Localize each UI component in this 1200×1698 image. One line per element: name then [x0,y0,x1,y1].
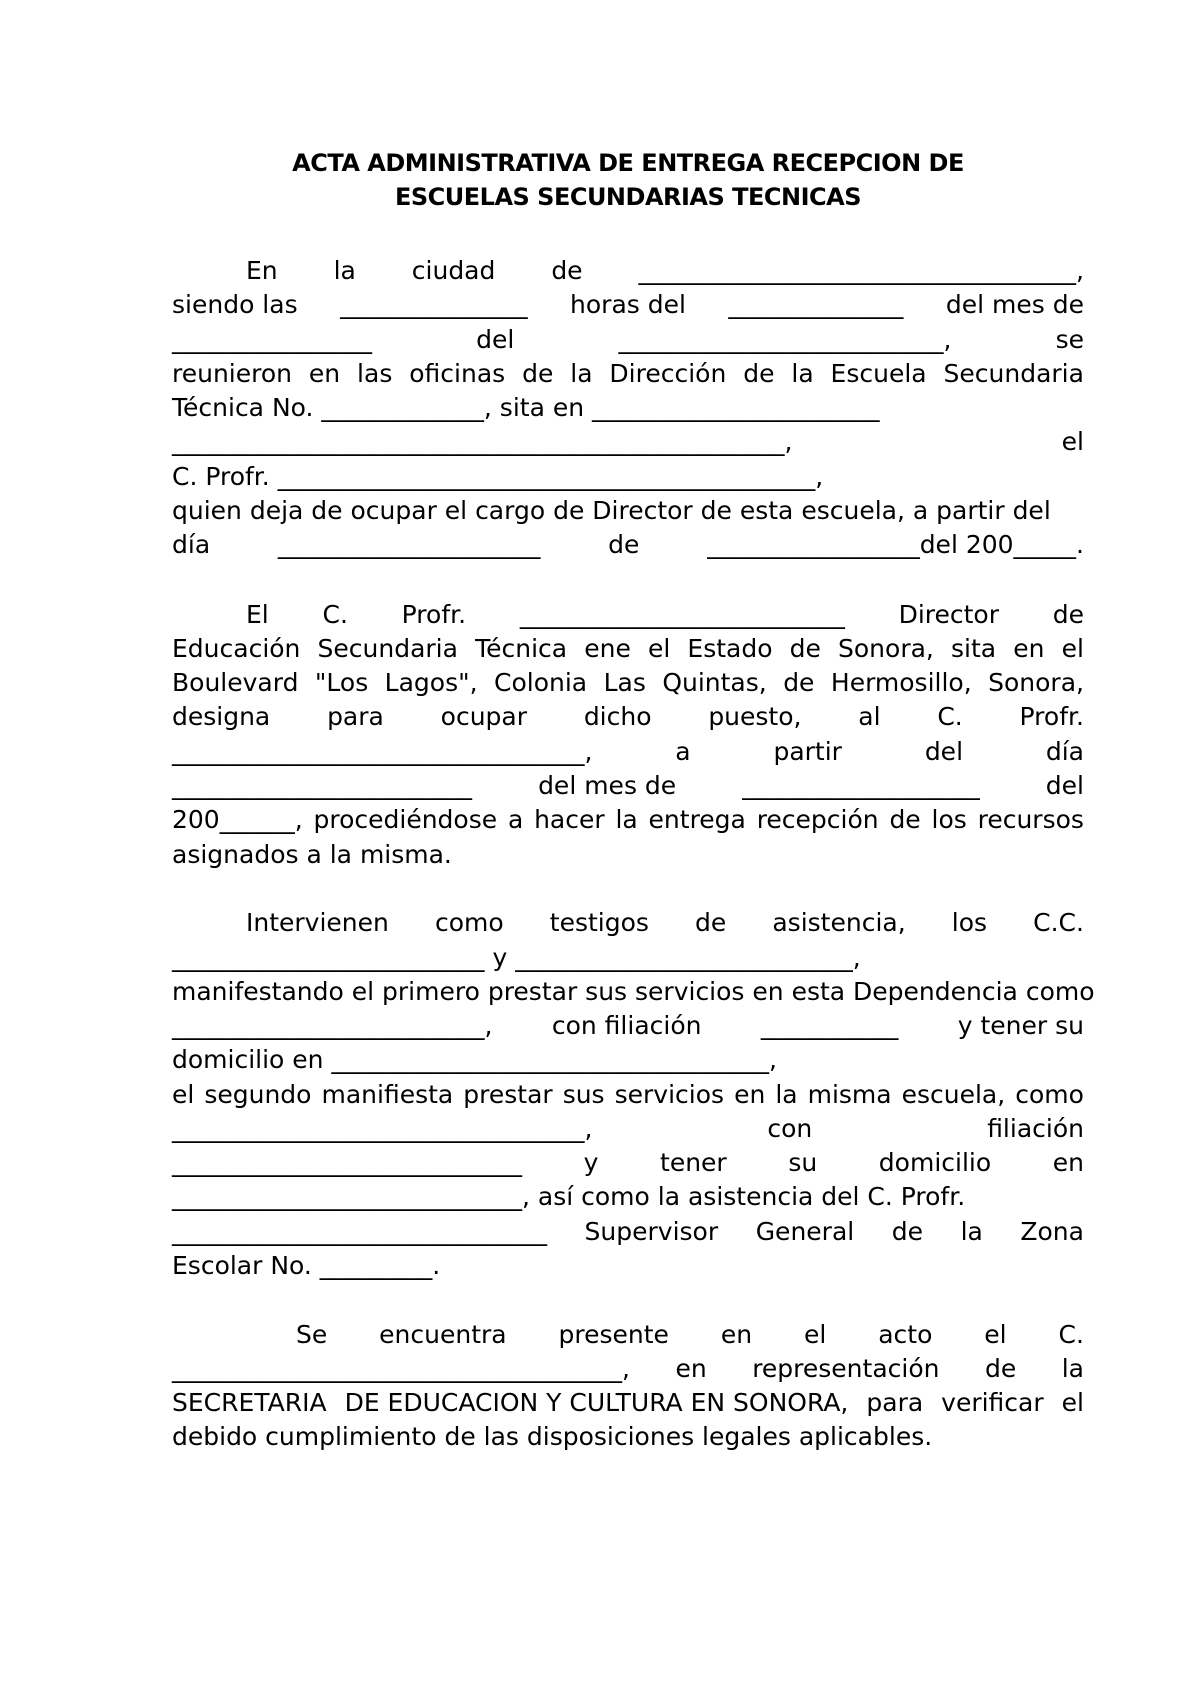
text-fragment: de [891,1217,924,1246]
text-fragment: 200______, [172,805,303,834]
text-fragment: ___________ [760,1011,899,1040]
text-fragment: Boulevard [172,668,299,697]
paragraph3-line-7 [172,1112,1084,1146]
text-fragment: partir [773,737,842,766]
paragraph1-line-9 [172,528,1084,562]
text-fragment: el [984,1320,1007,1349]
text-fragment: de [889,805,921,834]
text-fragment: SECRETARIA [172,1388,327,1417]
text-fragment: Colonia [494,668,588,697]
text-fragment: a [675,737,691,766]
text-fragment: sus [562,1080,605,1109]
paragraph2-line-5 [172,735,1084,769]
paragraph1-line-1 [172,254,1084,288]
text-fragment: de [984,1354,1017,1383]
text-fragment: segundo [204,1080,312,1109]
text-fragment: la [570,359,593,388]
text-fragment: filiación [987,1114,1084,1143]
text-fragment: _________________________________, [172,1114,593,1143]
text-fragment: del mes de [538,771,677,800]
text-fragment: para [866,1388,924,1417]
text-fragment: Intervienen [246,908,389,937]
text-fragment: ________________________ [172,771,472,800]
text-fragment: la [960,1217,983,1246]
paragraph1-line-2 [172,288,1084,322]
text-fragment: Escuela [830,359,927,388]
text-fragment: en [308,359,341,388]
text-fragment: representación [752,1354,940,1383]
text-fragment: para [327,702,384,731]
text-fragment: entrega [648,805,746,834]
text-fragment: la [791,359,814,388]
text-fragment: el [1061,1388,1084,1417]
text-fragment: _________________________ y ___________________________, [172,943,861,972]
text-fragment: las [357,359,393,388]
text-fragment: Supervisor [584,1217,719,1246]
text-fragment: se [1055,325,1084,354]
text-fragment: horas del [570,290,686,319]
text-fragment: domicilio [878,1148,992,1177]
text-fragment: ____________________________ [172,1148,522,1177]
text-fragment: la [1061,1354,1084,1383]
paragraph2-line-3 [172,666,1084,700]
text-fragment: como [1015,1080,1084,1109]
paragraph3-line-6 [172,1078,1084,1112]
paragraph1-line-4 [172,357,1084,391]
text-fragment: a [507,805,524,834]
text-fragment: Técnica No. _____________, sita en _______________________ [172,393,880,422]
paragraph2-line-1 [172,598,1084,632]
paragraph3-line-8 [172,1146,1084,1180]
paragraph3-line-11 [172,1249,1084,1283]
paragraph2-line-8 [172,838,1084,872]
paragraph3-line-2 [172,941,1084,975]
text-fragment: Profr. [1019,702,1084,731]
text-fragment: Lagos", [384,668,478,697]
text-fragment: ene [584,634,631,663]
paragraph4-line-1 [172,1318,1084,1352]
text-fragment: C. [937,702,963,731]
text-fragment: servicios [614,1080,725,1109]
paragraph1-line-8 [172,494,1084,528]
text-fragment: de [743,359,775,388]
text-fragment: de [522,359,554,388]
text-fragment: Profr. [401,600,467,629]
text-fragment: el [803,1320,827,1349]
text-fragment: ___________________________________, [638,256,1084,285]
text-fragment: en [734,1080,766,1109]
document-title-line-2: ESCUELAS SECUNDARIAS TECNICAS [394,183,862,211]
text-fragment: siendo las [172,290,298,319]
text-fragment: reunieron [172,359,292,388]
text-fragment: su [788,1148,818,1177]
paragraph3-line-1 [172,906,1084,940]
text-fragment: El [246,600,269,629]
text-fragment: del [1045,771,1084,800]
text-fragment: Dirección [609,359,727,388]
text-fragment: de [1052,600,1084,629]
text-fragment: ___________________ [742,771,980,800]
text-fragment: Sonora, [838,634,934,663]
paragraph3-line-5 [172,1043,1084,1077]
text-fragment: recepción [756,805,879,834]
paragraph1-line-7 [172,460,1084,494]
text-fragment: la [333,256,356,285]
text-fragment: _________________________, [172,1011,493,1040]
text-fragment: con [767,1114,813,1143]
text-fragment: Educación [172,634,301,663]
text-fragment: asistencia, [772,908,906,937]
text-fragment: Técnica [475,634,568,663]
text-fragment: día [172,530,211,559]
text-fragment: "Los [314,668,369,697]
paragraph2-line-7 [172,803,1084,837]
text-fragment: como [434,908,504,937]
text-fragment: _____________________ [277,530,541,559]
text-fragment: C. [1058,1320,1084,1349]
text-fragment: ______________ [728,290,904,319]
paragraph4-line-2 [172,1352,1084,1386]
text-fragment: la [775,1080,798,1109]
text-fragment: y [583,1148,599,1177]
paragraph2-line-4 [172,700,1084,734]
text-fragment: de [551,256,583,285]
text-fragment: encuentra [379,1320,507,1349]
paragraph4-line-3 [172,1386,1084,1420]
text-fragment: designa [172,702,271,731]
text-fragment: día [1045,737,1084,766]
text-fragment: _________________________________________________, [172,427,793,456]
text-fragment: Escolar No. _________. [172,1251,441,1280]
text-fragment: C. Profr. ___________________________________________, [172,462,824,491]
text-fragment: Director [898,600,999,629]
text-fragment: hacer [534,805,605,834]
text-fragment: del [924,737,964,766]
text-fragment: C. [322,600,348,629]
text-fragment: de [783,668,815,697]
paragraph4-line-4 [172,1420,1084,1454]
paragraph1-line-3 [172,323,1084,357]
paragraph3-line-4 [172,1009,1084,1043]
text-fragment: _________________________________, [172,737,593,766]
text-fragment: recursos [977,805,1084,834]
text-fragment: de [608,530,640,559]
text-fragment: Quintas, [662,668,767,697]
text-fragment: y tener su [957,1011,1084,1040]
text-fragment: tener [660,1148,727,1177]
text-fragment: Se [296,1320,328,1349]
text-fragment: ____________________________________, [172,1354,630,1383]
text-fragment: dicho [583,702,652,731]
text-fragment: acto [878,1320,933,1349]
text-fragment: puesto, [708,702,802,731]
text-fragment: misma [807,1080,892,1109]
text-fragment: C.C. [1033,908,1084,937]
text-fragment: General [755,1217,855,1246]
text-fragment: ______________________________ [172,1217,547,1246]
text-fragment: sita [951,634,997,663]
text-fragment: presente [558,1320,669,1349]
paragraph2-line-6 [172,769,1084,803]
text-fragment: DE EDUCACION Y CULTURA EN SONORA, [344,1388,849,1417]
text-fragment: _________________del 200_____. [707,530,1084,559]
text-fragment: debido cumplimiento de las disposiciones legales aplicables. [172,1422,933,1451]
text-fragment: del mes de [945,290,1084,319]
text-fragment: testigos [549,908,649,937]
document-title-line-1: ACTA ADMINISTRATIVA DE ENTREGA RECEPCION DE [292,149,964,177]
text-fragment: quien deja de ocupar el cargo de Director de esta escuela, a partir del [172,496,1051,525]
paragraph2-line-2 [172,632,1084,666]
text-fragment: __________________________, [618,325,952,354]
text-fragment: domicilio en ___________________________________, [172,1045,777,1074]
text-fragment: manifiesta [321,1080,454,1109]
text-fragment: el [1061,427,1084,456]
text-fragment: manifestando el primero prestar sus servicios en esta Dependencia como [172,977,1095,1006]
text-fragment: prestar [463,1080,553,1109]
text-fragment: ________________ [172,325,372,354]
text-fragment: procediéndose [313,805,498,834]
text-fragment: oficinas [409,359,506,388]
text-fragment: _______________ [340,290,528,319]
text-fragment: verificar [941,1388,1044,1417]
text-fragment: el [172,1080,195,1109]
text-fragment: los [951,908,988,937]
text-fragment: al [858,702,881,731]
text-fragment: Sonora, [988,668,1084,697]
text-fragment: del [476,325,515,354]
paragraph1-line-6 [172,425,1084,459]
text-fragment: ocupar [440,702,528,731]
text-fragment: en [1013,634,1045,663]
text-fragment: asignados a la misma. [172,840,452,869]
text-fragment: Las [603,668,646,697]
text-fragment: con filiación [551,1011,702,1040]
text-fragment: Secundaria [317,634,458,663]
text-fragment: de [789,634,821,663]
text-fragment: los [931,805,967,834]
text-fragment: Estado [687,634,773,663]
paragraph3-line-10 [172,1215,1084,1249]
text-fragment: el [1061,634,1084,663]
text-fragment: en [720,1320,753,1349]
text-fragment: la [615,805,638,834]
text-fragment: Zona [1020,1217,1084,1246]
text-fragment: ____________________________, así como la asistencia del C. Profr. [172,1182,966,1211]
text-fragment: En [246,256,278,285]
text-fragment: en [675,1354,707,1383]
paragraph3-line-9 [172,1180,1084,1214]
text-fragment: ciudad [411,256,496,285]
text-fragment: el [647,634,671,663]
text-fragment: en [1052,1148,1084,1177]
text-fragment: de [695,908,727,937]
text-fragment: Hermosillo, [830,668,972,697]
text-fragment: Secundaria [943,359,1084,388]
paragraph1-line-5 [172,391,1084,425]
paragraph3-line-3 [172,975,1095,1009]
text-fragment: escuela, [901,1080,1006,1109]
text-fragment: __________________________ [519,600,845,629]
